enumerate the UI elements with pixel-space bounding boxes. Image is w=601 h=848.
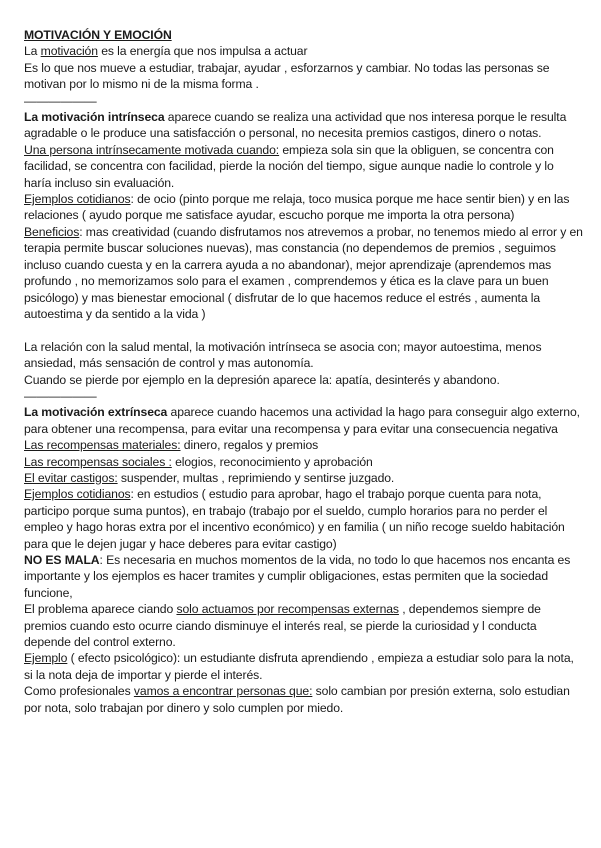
recompensas-sociales [24, 454, 584, 470]
profesionales-pre: Como profesionales [24, 684, 134, 699]
castigos-text: suspender, multas , reprimiendo y sentirse juzgado. [117, 470, 395, 485]
nomala-label: NO ES MALA [24, 552, 100, 567]
extrinseca-term: La motivación extrínseca [24, 405, 168, 420]
no-es-mala [24, 552, 584, 601]
document-page [24, 27, 584, 716]
intro-line-2: Es lo que nos mueve a estudiar, trabajar, ayudar , esforzarnos y cambiar. No todas las personas se motivan por lo mismo ni de la misma forma . [24, 60, 550, 92]
extrinseca-def: aparece cuando hacemos una actividad la hago para conseguir algo externo, para obtener una recompensa, para evitar una recompensa y para evitar una consecuencia negativa [24, 405, 580, 436]
persona-text: empieza sola sin que la obliguen, se concentra con facilidad, se concentra con facilidad, pierde la noción del tiempo, sigue aunque nadie lo controle y lo haría incluso sin evaluación. [24, 142, 554, 190]
ejemplos-text: : en estudios ( estudio para aprobar, hago el trabajo porque cuenta para nota, participo porque suma puntos), en trabajo (trabajo por el sueldo, cumplo horarios para no perder el empleo y hago horas extra por el incentivo económico) y en familia ( un niño recoge sueldo habitación para que le dejen jugar y hace deberes para evitar castigo) [24, 487, 565, 551]
ejemplos-label: Ejemplos cotidianos [24, 487, 131, 502]
salud-mental: La relación con la salud mental, la motivación intrínseca se asocia con; mayor autoestima, menos ansiedad, más sensación de control y mas autonomía. [24, 339, 542, 371]
intrinseca-def: aparece cuando se realiza una actividad que nos interesa porque le resulta agradable o le produce una satisfacción o personal, no necesita premios castigos, dinero o notas. [24, 110, 567, 141]
recompensas-materiales [24, 437, 584, 453]
problema [24, 601, 584, 650]
separator: —————— [24, 93, 97, 108]
intro-post: es la energía que nos impulsa a actuar [97, 44, 308, 59]
doc-title: MOTIVACIÓN Y EMOCIÓN [24, 28, 172, 42]
extrinseca-ejemplos [24, 486, 584, 552]
sociales-label: Las recompensas sociales : [24, 454, 172, 469]
ejemplos-label: Ejemplos cotidianos [24, 192, 131, 207]
depresion: Cuando se pierde por ejemplo en la depresión aparece la: apatía, desinterés y abandono. [24, 372, 500, 387]
ejemplo-text: ( efecto psicológico): un estudiante disfruta aprendiendo , empieza a estudiar solo para la nota, si la nota deja de importar y pierde el interés. [24, 651, 574, 682]
ejemplo-psicologico [24, 650, 584, 683]
extrinseca-definition [24, 404, 584, 437]
materiales-text: dinero, regalos y premios [180, 438, 319, 453]
profesionales [24, 683, 584, 716]
evitar-castigos [24, 470, 584, 486]
castigos-label: El evitar castigos: [24, 470, 118, 485]
intro-pre: La [24, 44, 41, 59]
intro-term: motivación [40, 44, 98, 59]
intro-line [24, 43, 584, 59]
intrinseca-ejemplos [24, 191, 584, 224]
ejemplo-label: Ejemplo [24, 651, 68, 666]
intrinseca-beneficios [24, 224, 584, 322]
problema-underlined: solo actuamos por recompensas externas [176, 602, 399, 617]
problema-post: , dependemos siempre de premios cuando esto ocurre ciando disminuye el interés real, se pierde la curiosidad y l conducta depende del control externo. [24, 602, 541, 650]
materiales-label: Las recompensas materiales: [24, 438, 181, 453]
persona-label: Una persona intrínsecamente motivada cuando: [24, 142, 280, 157]
beneficios-label: Beneficios [24, 224, 80, 239]
profesionales-underlined: vamos a encontrar personas que: [133, 684, 313, 699]
intrinseca-persona [24, 142, 584, 191]
blank-line [24, 322, 584, 338]
intrinseca-term: La motivación intrínseca [24, 110, 165, 125]
sociales-text: elogios, reconocimiento y aprobación [171, 454, 373, 469]
nomala-text: : Es necesaria en muchos momentos de la vida, no todo lo que hacemos nos encanta es importante y los ejemplos es hacer tramites y cumplir obligaciones, estas permiten que la sociedad funcione, [24, 552, 571, 600]
problema-pre: El problema aparece ciando [24, 602, 177, 617]
profesionales-post: solo cambian por presión externa, solo estudian por nota, solo trabajan por dinero y solo cumplen por miedo. [24, 684, 570, 715]
intrinseca-definition [24, 109, 584, 142]
ejemplos-text: : de ocio (pinto porque me relaja, toco musica porque me hace sentir bien) y en las relaciones ( ayudo porque me satisface ayudar, escucho porque me importa la otra persona) [24, 192, 570, 223]
beneficios-text: : mas creatividad (cuando disfrutamos nos atrevemos a probar, no tenemos miedo al error y en terapia permite buscar soluciones nuevas), mas constancia (no dependemos de premios , seguimos incluso cuando cuesta y en la carrera ayuda a no abandonar), mejor aprendizaje (aprendemos mas profundo , no memorizamos solo para el examen , comprendemos y ética es la clave para un buen psicólogo) y mas bienestar emocional ( disfrutar de lo que hacemos reduce el estrés , aumenta la autoestima y da sentido a la vida ) [24, 224, 583, 321]
separator: —————— [24, 388, 97, 403]
